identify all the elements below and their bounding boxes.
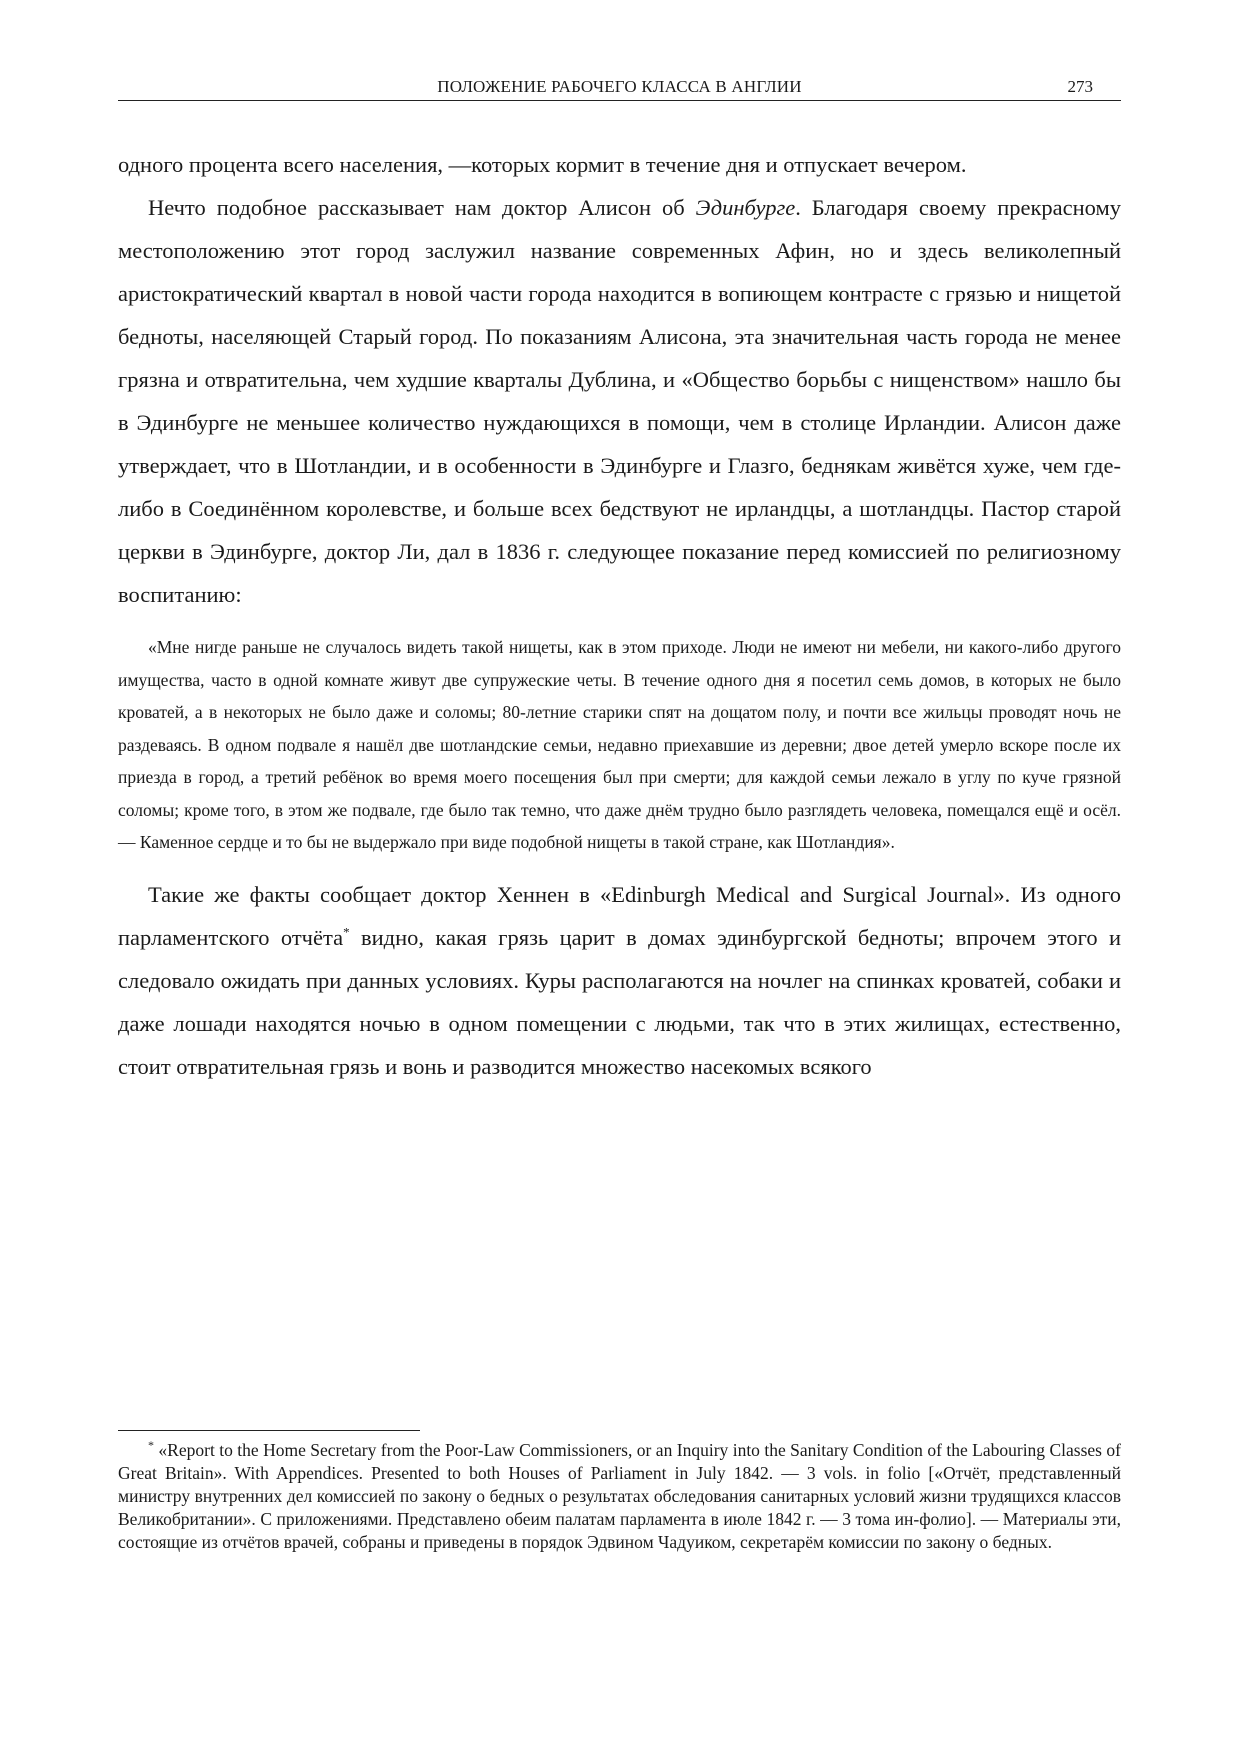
paragraph-continued: одного процента всего населения, —которых кормит в течение дня и отпускает вечером. [118, 152, 967, 177]
paragraph-text-segment: Такие же факты сообщает доктор Хеннен в «Edinburgh Medical and Surgical Journal». Из одного парламентского отчёта [118, 881, 1121, 950]
running-header-title: ПОЛОЖЕНИЕ РАБОЧЕГО КЛАССА В АНГЛИИ [437, 77, 802, 96]
running-header [118, 72, 1121, 101]
footnote [118, 1439, 1121, 1554]
block-quote: «Мне нигде раньше не случалось видеть такой нищеты, как в этом приходе. Люди не имеют ни мебели, ни какого-либо другого имущества, часто в одной комнате живут две супружеские четы. В течение одного дня я посетил семь домов, в которых не было кроватей, а в некоторых не было даже и соломы; 80-летние старики спят на дощатом полу, и почти все жильцы проводят ночь не раздеваясь. В одном подвале я нашёл две шотландские семьи, недавно приехавшие из деревни; двое детей умерло вскоре после их приезда в город, а третий ребёнок во время моего посещения был при смерти; для каждой семьи лежало в углу по куче грязной соломы; кроме того, в этом же подвале, где было так темно, что даже днём трудно было разглядеть человека, помещался ещё и осёл. — Каменное сердце и то бы не выдержало при виде подобной нищеты в такой стране, как Шотландия». [118, 637, 1121, 852]
paragraph-text-segment: Нечто подобное рассказывает нам доктор Алисон об [148, 195, 696, 220]
footnote-marker: * [148, 1438, 154, 1453]
footnote-reference-marker: * [343, 924, 350, 939]
italic-place-name: Эдинбурге [695, 195, 796, 220]
page-number: 273 [1067, 77, 1093, 96]
footnote-text: «Report to the Home Secretary from the Poor-Law Commissioners, or an Inquiry into the Sanitary Condition of the Labouring Classes of Great Britain». With Appendices. Presented to both Houses of Parliament in July 1842. — 3 vols. in folio [«Отчёт, представленный министру внутренних дел комиссией по закону о бедных о результатах обследования санитарных условий жизни трудящихся классов Великобритании». С приложениями. Представлено обеим палатам парламента в июле 1842 г. — 3 тома ин-фолио]. — Материалы эти, состоящие из отчётов врачей, собраны и приведены в порядок Эдвином Чадуиком, секретарём комиссии по закону о бедных. [118, 1440, 1121, 1552]
paragraph-alison [118, 186, 1121, 616]
main-text [118, 143, 1121, 1088]
paragraph-text-segment: видно, какая грязь царит в домах эдинбургской бедноты; впрочем этого и следовало ожидать при данных условиях. Куры располагаются на ночлег на спинках кроватей, собаки и даже лошади находятся ночью в одном помещении с людьми, так что в этих жилищах, естественно, стоит отвратительная грязь и вонь и разводится множество насекомых всякого [118, 924, 1121, 1079]
paragraph-hennen [118, 873, 1121, 1088]
paragraph-text-segment: . Благодаря своему прекрасному местоположению этот город заслужил название современных Афин, но и здесь великолепный аристократический квартал в новой части города находится в вопиющем контрасте с грязью и нищетой бедноты, населяющей Старый город. По показаниям Алисона, эта значительная часть города не менее грязна и отвратительна, чем худшие кварталы Дублина, и «Общество борьбы с нищенством» нашло бы в Эдинбурге не меньшее количество нуждающихся в помощи, чем в столице Ирландии. Алисон даже утверждает, что в Шотландии, и в особенности в Эдинбурге и Глазго, беднякам живётся хуже, чем где-либо в Соединённом королевстве, и больше всех бедствуют не ирландцы, а шотландцы. Пастор старой церкви в Эдинбурге, доктор Ли, дал в 1836 г. следующее показание перед комиссией по религиозному воспитанию: [118, 195, 1121, 607]
book-page [118, 0, 1121, 1753]
footnote-divider [118, 1430, 420, 1431]
